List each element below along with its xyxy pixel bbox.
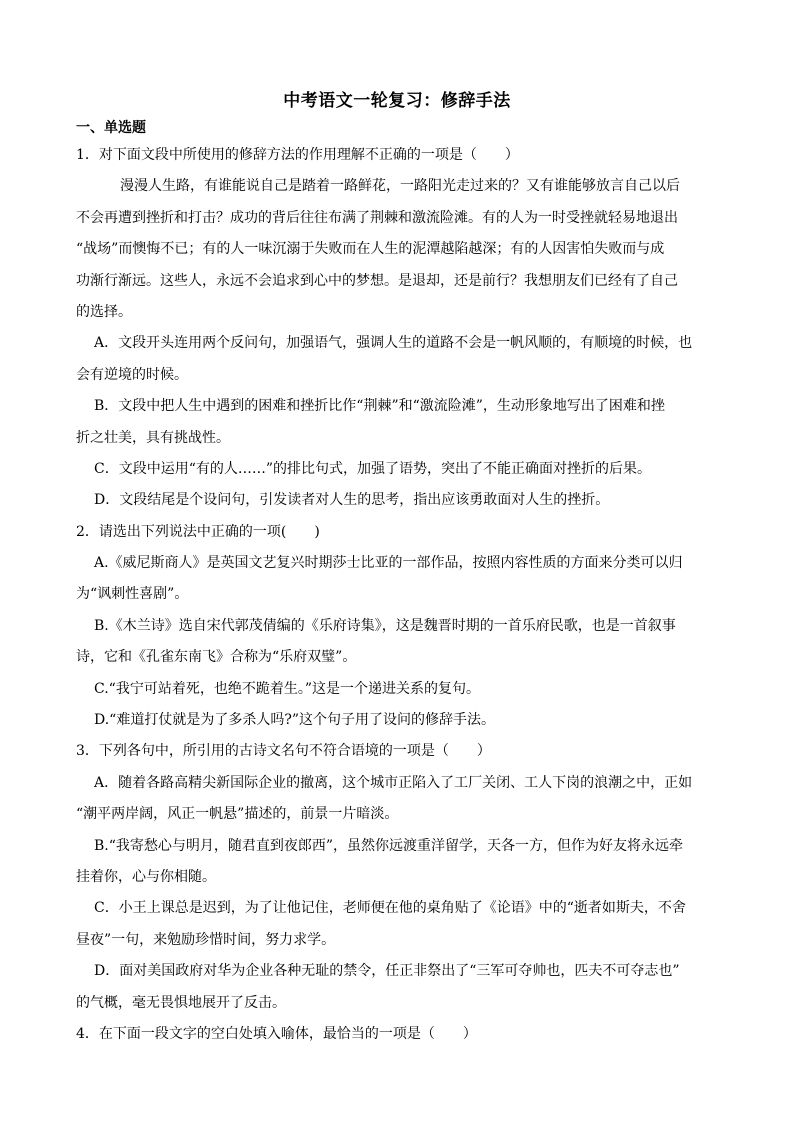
option-a-cont: 会有逆境的时候。 [76,366,188,383]
option-b-cont: 挂着你，心与你相随。 [76,868,216,885]
option-b: B．文段中把人生中遇到的困难和挫折比作“荆棘”和“激流险滩”，生动形象地写出了困难和挫 [94,398,665,415]
question-stem: 3．下列各句中，所引用的古诗文名句不符合语境的一项是（ ） [76,743,491,760]
question-stem: 2．请选出下列说法中正确的一项( ) [76,523,320,540]
page-title: 中考语文一轮复习：修辞手法 [283,91,511,111]
option-b-cont: 折之壮美，具有挑战性。 [76,429,230,446]
option-a-cont: “潮平两岸阔，风正一帆悬”描述的，前景一片暗淡。 [76,806,399,823]
option-c: C．小王上课总是迟到，为了让他记住，老师便在他的桌角贴了《论语》中的“逝者如斯夫，不舍 [94,900,686,917]
option-b: B.《木兰诗》选自宋代郭茂倩编的《乐府诗集》，这是魏晋时期的一首乐府民歌，也是一首叙事 [94,617,676,634]
passage-line: “战场”而懊悔不已；有的人一味沉溺于失败而在人生的泥潭越陷越深；有的人因害怕失败而与成 [76,241,665,258]
passage-line: 功渐行渐远。这些人，永远不会追求到心中的梦想。是退却，还是前行？我想朋友们已经有了自己 [76,272,678,289]
question-stem: 4．在下面一段文字的空白处填入喻体，最恰当的一项是（ ） [76,1025,477,1042]
option-b: B.“我寄愁心与明月，随君直到夜郎西”，虽然你远渡重洋留学，天各一方，但作为好友将永远牵 [94,837,684,854]
option-d: D．文段结尾是个设问句，引发读者对人生的思考，指出应该勇敢面对人生的挫折。 [94,492,610,509]
option-a: A．随着各路高精尖新国际企业的撤离，这个城市正陷入了工厂关闭、工人下岗的浪潮之中，正如 [94,774,693,791]
section-heading: 一、单选题 [76,120,146,136]
option-c: C．文段中运用“有的人……”的排比句式，加强了语势，突出了不能正确面对挫折的后果。 [94,460,652,477]
passage-line: 漫漫人生路，有谁能说自己是踏着一路鲜花，一路阳光走过来的？又有谁能够放言自己以后 [120,178,680,195]
question-list [76,140,724,1050]
option-b-cont: 诗，它和《孔雀东南飞》合称为“乐府双璧”。 [76,649,357,666]
passage-line: 不会再遭到挫折和打击？成功的背后往往布满了荆棘和激流险滩。有的人为一时受挫就轻易地退出 [76,209,678,226]
option-a: A．文段开头连用两个反问句，加强语气，强调人生的道路不会是一帆风顺的，有顺境的时候，也 [94,335,693,352]
option-d: D.“难道打仗就是为了多杀人吗?”这个句子用了设问的修辞手法。 [94,712,495,729]
option-d-cont: 的气概，毫无畏惧地展开了反击。 [76,994,286,1011]
option-a: A.《威尼斯商人》是英国文艺复兴时期莎士比亚的一部作品，按照内容性质的方面来分类可以归 [94,555,683,572]
option-a-cont: 为“讽刺性喜剧”。 [76,586,189,603]
option-c-cont: 昼夜”一句，来勉励珍惜时间，努力求学。 [76,931,336,948]
question-stem: 1．对下面文段中所使用的修辞方法的作用理解不正确的一项是（ ） [76,147,519,163]
passage-line: 的选择。 [76,303,132,320]
option-c: C.“我宁可站着死，也绝不跪着生。”这是一个递进关系的复句。 [94,680,480,697]
option-d: D．面对美国政府对华为企业各种无耻的禁令，任正非祭出了“三军可夺帅也，匹夫不可夺志也” [94,963,680,980]
